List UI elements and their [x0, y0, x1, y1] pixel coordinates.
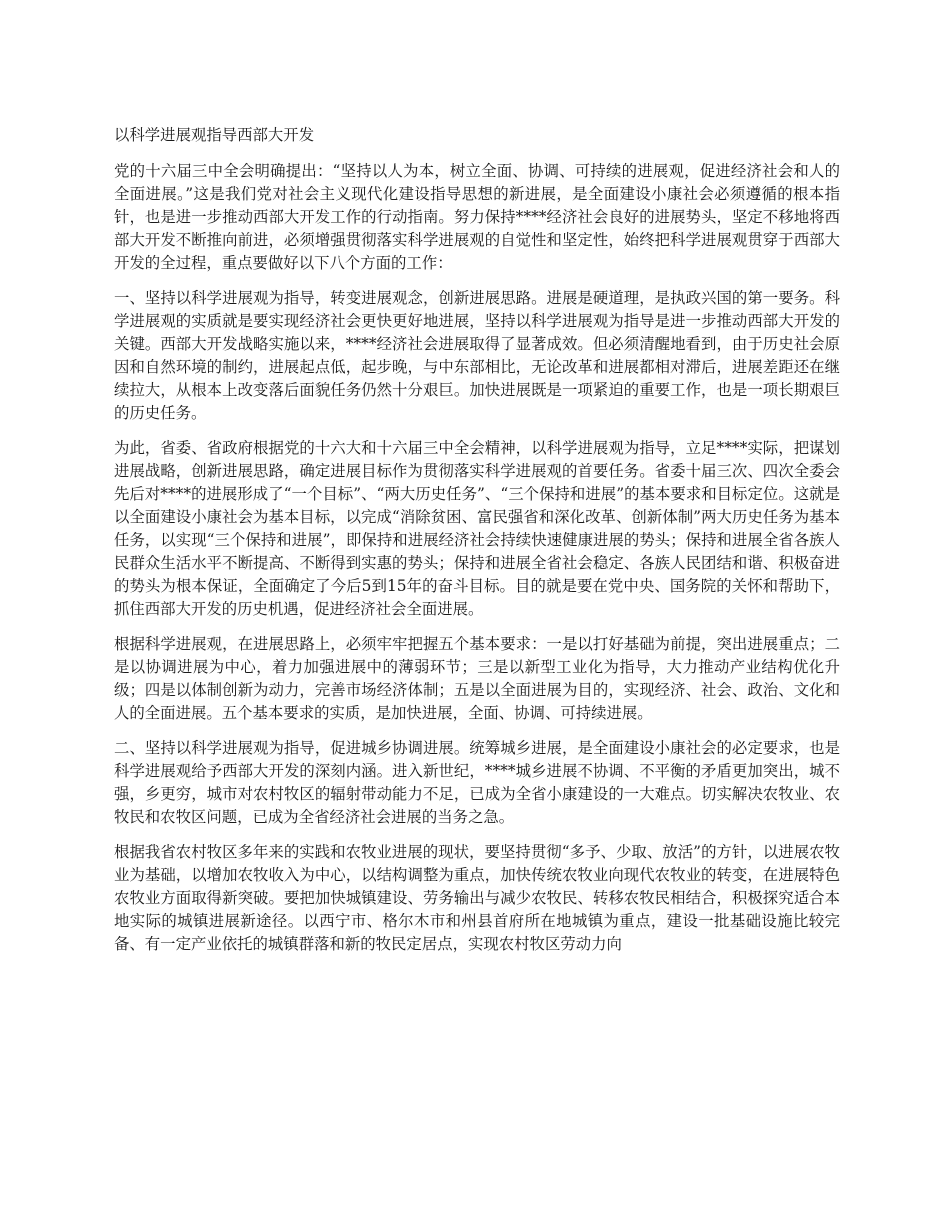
document-title: 以科学进展观指导西部大开发	[114, 126, 315, 144]
paragraph-intro: 党的十六届三中全会明确提出：“坚持以人为本，树立全面、协调、可持续的进展观，促进经济社会和人的全面进展。”这是我们党对社会主义现代化建设指导思想的新进展，是全面建设小康社会必须遵循的根本指针，也是进一步推动西部大开发工作的行动指南。努力保持****经济社会良好的进展势头，坚定不移地将西部大开发不断推向前进，必须增强贯彻落实科学进展观的自觉性和坚定性，始终把科学进展观贯穿于西部大开发的全过程，重点要做好以下八个方面的工作：	[114, 162, 840, 272]
paragraph-section-two: 二、坚持以科学进展观为指导，促进城乡协调进展。统筹城乡进展，是全面建设小康社会的必定要求，也是科学进展观给予西部大开发的深刻内涵。进入新世纪，****城乡进展不协调、不平衡的矛盾更加突出，城不强，乡更穷，城市对农村牧区的辐射带动能力不足，已成为全省小康建设的一大难点。切实解决农牧业、农牧民和农牧区问题，已成为全省经济社会进展的当务之急。	[114, 739, 840, 826]
paragraph-section-one: 一、坚持以科学进展观为指导，转变进展观念，创新进展思路。进展是硬道理，是执政兴国的第一要务。科学进展观的实质就是要实现经济社会更快更好地进展，坚持以科学进展观为指导是进一步推动西部大开发的关键。西部大开发战略实施以来，****经济社会进展取得了显著成效。但必须清醒地看到，由于历史社会原因和自然环境的制约，进展起点低，起步晚，与中东部相比，无论改革和进展都相对滞后，进展差距还在继续拉大，从根本上改变落后面貌任务仍然十分艰巨。加快进展既是一项紧迫的重要工作，也是一项长期艰巨的历史任务。	[114, 289, 840, 422]
paragraph-five-requirements: 根据科学进展观，在进展思路上，必须牢牢把握五个基本要求：一是以打好基础为前提，突出进展重点；二是以协调进展为中心，着力加强进展中的薄弱环节；三是以新型工业化为指导，大力推动产业结构优化升级；四是以体制创新为动力，完善市场经济体制；五是以全面进展为目的，实现经济、社会、政治、文化和人的全面进展。五个基本要求的实质，是加快进展，全面、协调、可持续进展。	[114, 635, 840, 722]
paragraph-rural-development: 根据我省农村牧区多年来的实践和农牧业进展的现状，要坚持贯彻“多予、少取、放活”的方针，以进展农牧业为基础，以增加农牧收入为中心，以结构调整为重点，加快传统农牧业向现代农牧业的转变，在进展特色农牧业方面取得新突破。要把加快城镇建设、劳务输出与减少农牧民、转移农牧民相结合，积极探究适合本地实际的城镇进展新途径。以西宁市、格尔木市和州县首府所在地城镇为重点，建设一批基础设施比较完备、有一定产业依托的城镇群落和新的牧民定居点，实现农村牧区劳动力向	[114, 843, 840, 953]
document-page	[114, 124, 840, 968]
paragraph-provincial-goals: 为此，省委、省政府根据党的十六大和十六届三中全会精神，以科学进展观为指导，立足****实际，把谋划进展战略，创新进展思路，确定进展目标作为贯彻落实科学进展观的首要任务。省委十届三次、四次全委会先后对****的进展形成了“一个目标”、“两大历史任务”、“三个保持和进展”的基本要求和目标定位。这就是以全面建设小康社会为基本目标，以完成“消除贫困、富民强省和深化改革、创新体制”两大历史任务为基本任务，以实现“三个保持和进展”，即保持和进展经济社会持续快速健康进展的势头；保持和进展全省各族人民群众生活水平不断提高、不断得到实惠的势头；保持和进展全省社会稳定、各族人民团结和谐、积极奋进的势头为根本保证，全面确定了今后5到15年的奋斗目标。目的就是要在党中央、国务院的关怀和帮助下，抓住西部大开发的历史机遇，促进经济社会全面进展。	[114, 439, 840, 618]
